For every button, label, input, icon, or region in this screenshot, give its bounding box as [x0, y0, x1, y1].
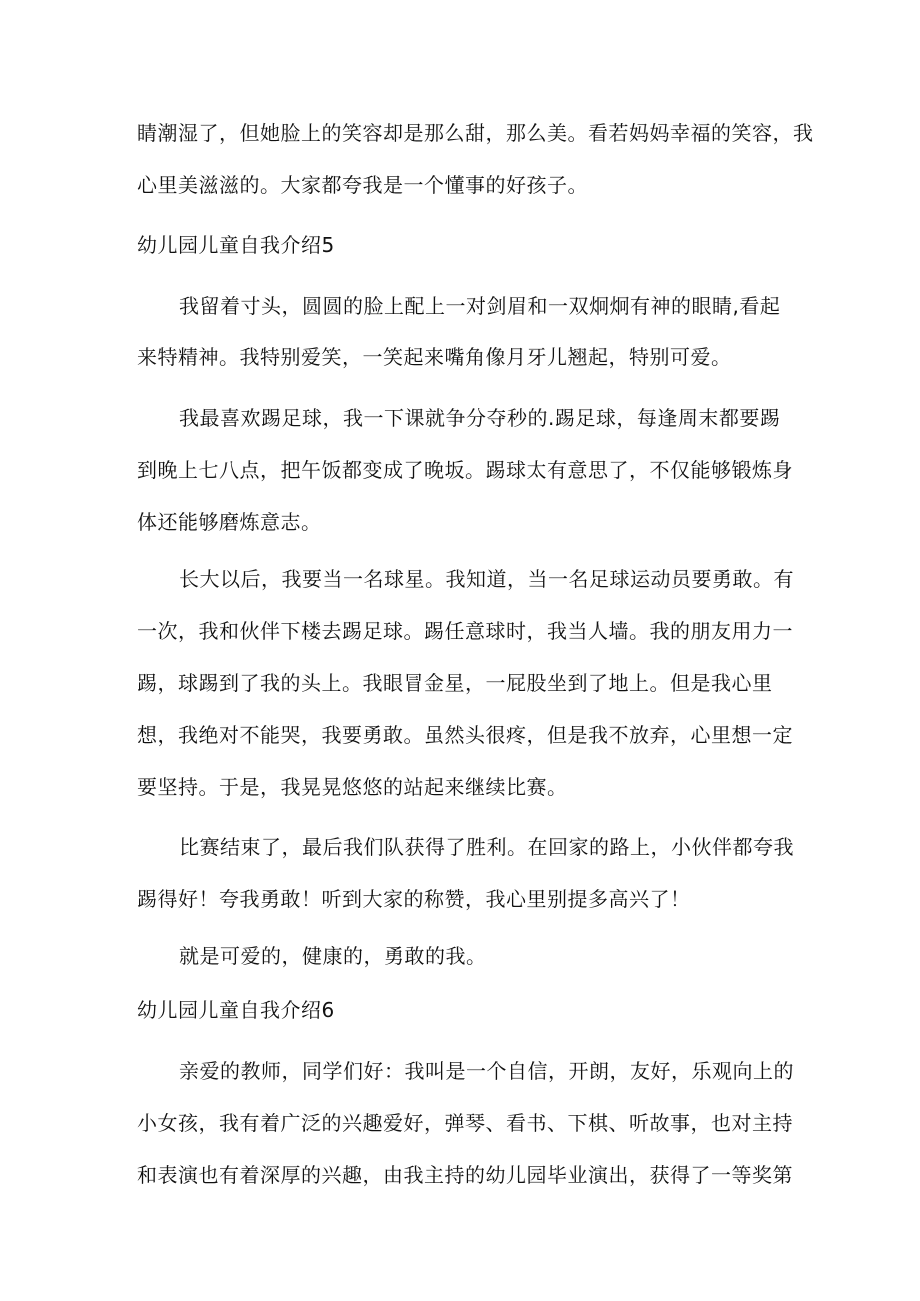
paragraph-line: 小女孩，我有着广泛的兴趣爱好，弹琴、看书、下棋、听故事，也对主持 [137, 1111, 793, 1135]
paragraph-line: 来特精神。我特别爱笑，一笑起来嘴角像月牙儿翘起，特别可爱。 [137, 345, 732, 369]
paragraph-line: 睛潮湿了，但她脸上的笑容却是那么甜，那么美。看若妈妈幸福的笑容，我 [137, 121, 814, 145]
paragraph-line: 我最喜欢踢足球，我一下课就争分夺秒的.踢足球，每逢周末都要踢 [179, 406, 781, 430]
paragraph-line: 踢得好！夸我勇敢！听到大家的称赞，我心里别提多高兴了！ [137, 887, 691, 911]
paragraph-line: 一次，我和伙伴下楼去踢足球。踢任意球时，我当人墙。我的朋友用力一 [137, 619, 793, 643]
section-heading: 幼儿园儿童自我介绍5 [137, 233, 335, 257]
section-heading: 幼儿园儿童自我介绍6 [137, 998, 335, 1022]
paragraph-line: 亲爱的教师，同学们好：我叫是一个自信，开朗，友好，乐观向上的 [179, 1059, 794, 1083]
paragraph-line: 到晚上七八点，把午饭都变成了晚坂。踢球太有意思了，不仅能够锻炼身 [137, 458, 793, 482]
paragraph-line: 想，我绝对不能哭，我要勇敢。虽然头很疼，但是我不放弃，心里想一定 [137, 723, 793, 747]
paragraph-line: 就是可爱的，健康的，勇敢的我。 [179, 944, 487, 968]
paragraph-line: 和表演也有着深厚的兴趣，由我主持的幼儿园毕业演出，获得了一等奖第 [137, 1163, 793, 1187]
paragraph-line: 心里美滋滋的。大家都夸我是一个懂事的好孩子。 [137, 173, 588, 197]
paragraph-line: 我留着寸头，圆圆的脸上配上一对剑眉和一双炯炯有神的眼睛,看起 [179, 294, 781, 318]
paragraph-line: 要坚持。于是，我晃晃悠悠的站起来继续比赛。 [137, 775, 568, 799]
paragraph-line: 长大以后，我要当一名球星。我知道，当一名足球运动员要勇敢。有 [179, 567, 794, 591]
paragraph-line: 踢，球踢到了我的头上。我眼冒金星，一屁股坐到了地上。但是我心里 [137, 671, 773, 695]
paragraph-line: 比赛结束了，最后我们队获得了胜利。在回家的路上，小伙伴都夸我 [179, 835, 794, 859]
paragraph-line: 体还能够磨炼意志。 [137, 510, 322, 534]
